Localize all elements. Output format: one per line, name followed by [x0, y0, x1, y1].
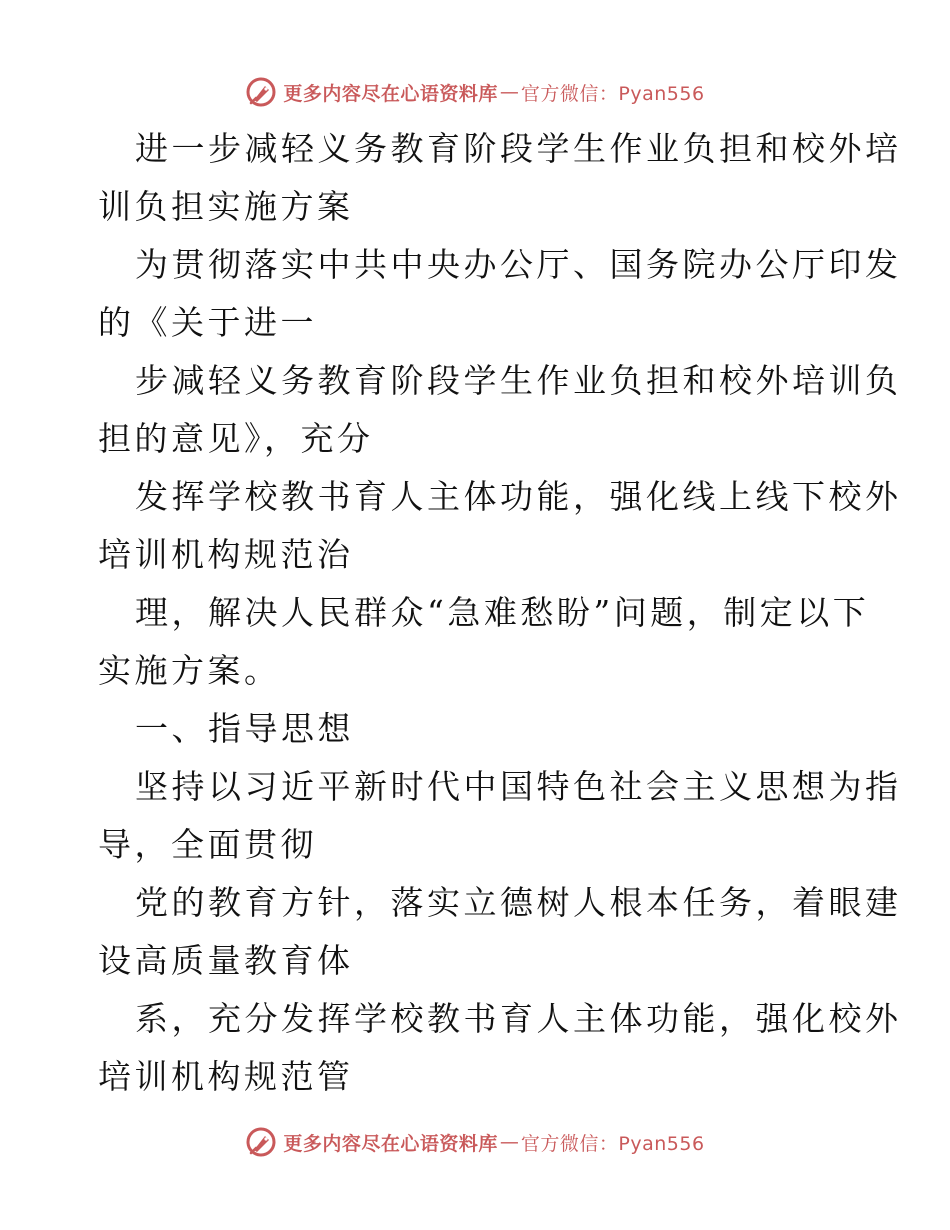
watermark-site-text: 更多内容尽在心语资料库	[283, 1132, 498, 1155]
document-line: 培训机构规范管	[98, 1057, 354, 1096]
document-line: 系，充分发挥学校教书育人主体功能，强化校外	[135, 999, 902, 1038]
document-line: 为贯彻落实中共中央办公厅、国务院办公厅印发	[135, 245, 902, 284]
watermark-separator: —	[499, 1131, 519, 1153]
document-line: 担的意见》，充分	[98, 419, 374, 458]
document-line: 一、指导思想	[135, 709, 354, 748]
pen-nib-logo-icon	[245, 76, 277, 108]
document-line: 理，解决人民群众“急难愁盼”问题，制定以下	[135, 593, 870, 632]
watermark-contact-text: 官方微信：Pyan556	[520, 1132, 705, 1155]
document-line: 的《关于进一	[98, 303, 317, 342]
watermark-contact-text: 官方微信：Pyan556	[520, 82, 705, 105]
document-line: 党的教育方针，落实立德树人根本任务，着眼建	[135, 883, 902, 922]
document-line: 实施方案。	[98, 651, 281, 690]
watermark-separator: —	[499, 81, 519, 103]
document-line: 发挥学校教书育人主体功能，强化线上线下校外	[135, 477, 902, 516]
footer-watermark	[0, 1122, 950, 1162]
document-body	[98, 120, 902, 1106]
watermark-site-text: 更多内容尽在心语资料库	[283, 82, 498, 105]
pen-nib-logo-icon	[245, 1126, 277, 1158]
document-line: 进一步减轻义务教育阶段学生作业负担和校外培	[135, 129, 902, 168]
header-watermark	[0, 72, 950, 112]
document-line: 步减轻义务教育阶段学生作业负担和校外培训负	[135, 361, 902, 400]
document-line: 导，全面贯彻	[98, 825, 317, 864]
document-line: 设高质量教育体	[98, 941, 354, 980]
document-line: 训负担实施方案	[98, 187, 354, 226]
document-line: 坚持以习近平新时代中国特色社会主义思想为指	[135, 767, 902, 806]
document-line: 培训机构规范治	[98, 535, 354, 574]
